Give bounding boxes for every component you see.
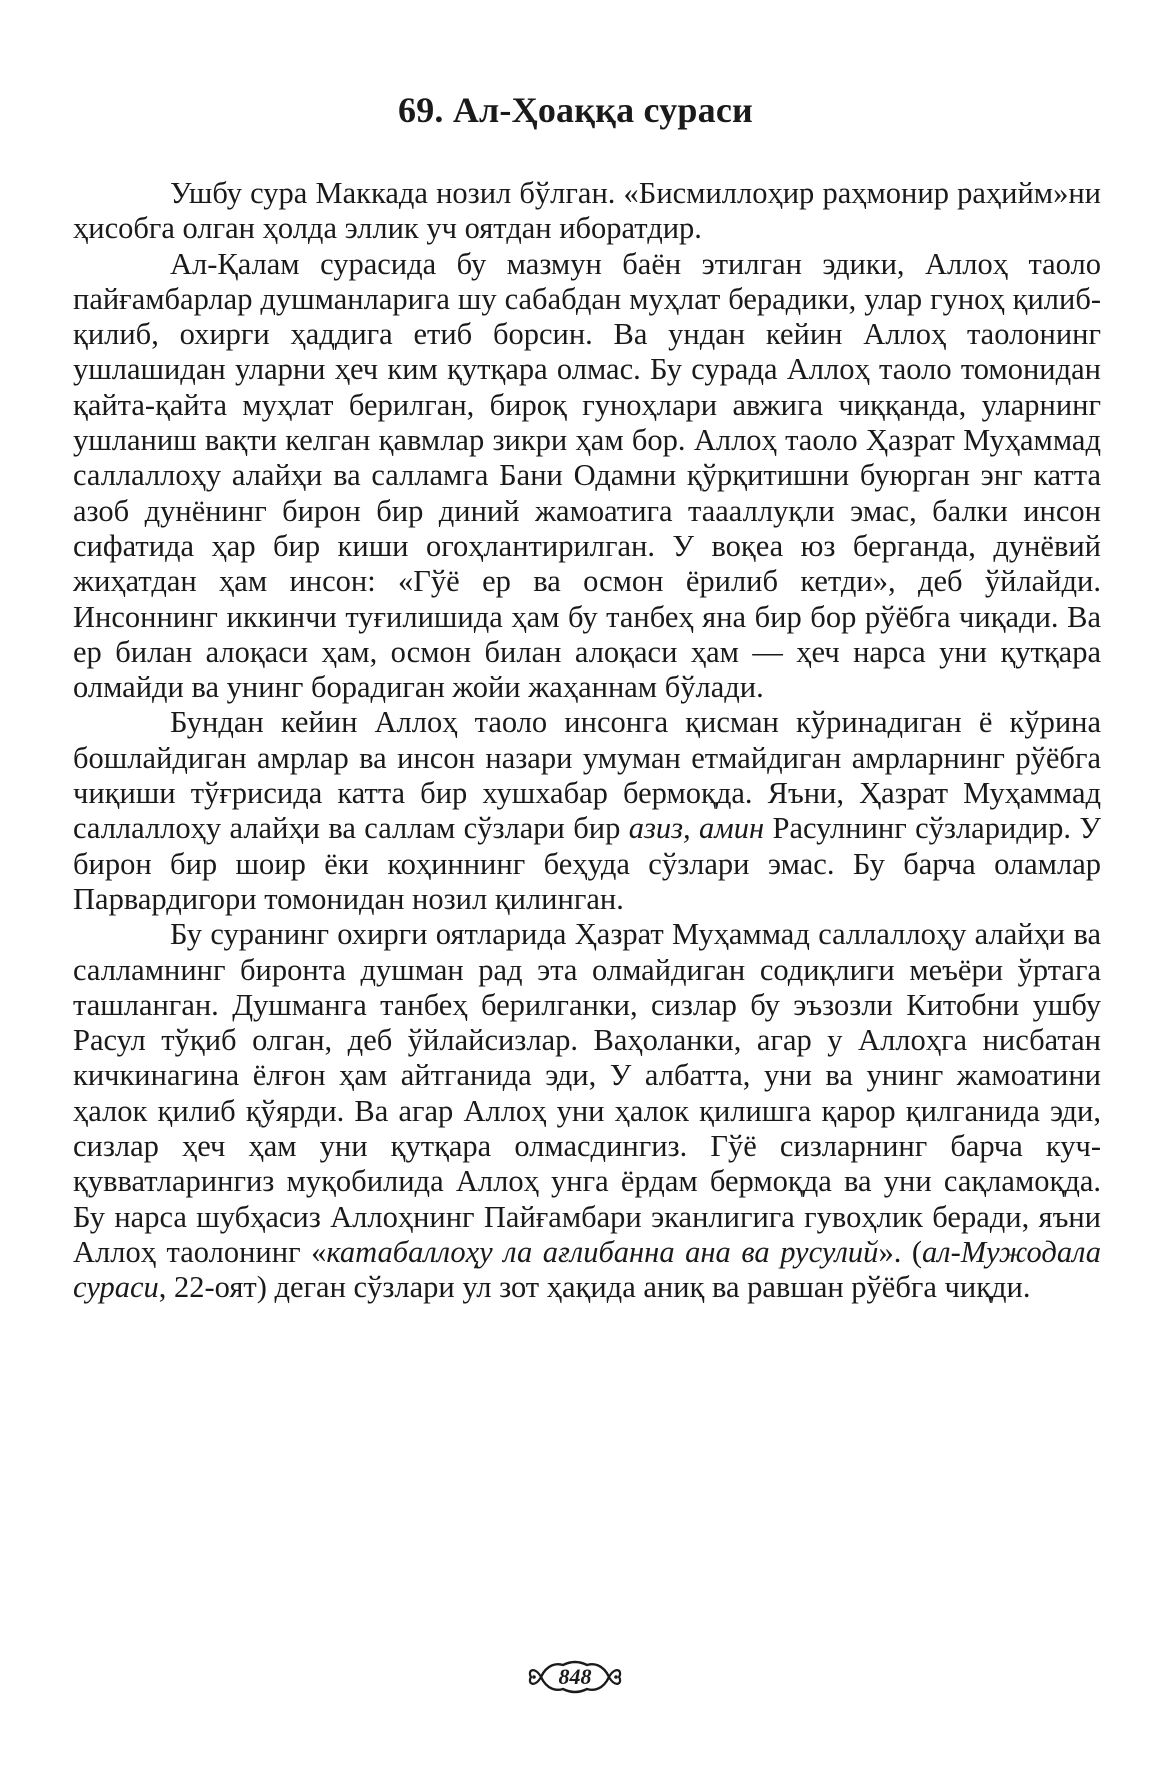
paragraph-4-italic-source: ал-Мужодала сураси	[73, 1234, 1101, 1305]
paragraph-3-text-b: Расулнинг сўзларидир. У бирон бир шоир ёки коҳиннинг беҳуда сўзлари эмас. Бу барча оламлар Парвардигори томонидан нозил қилинган.	[73, 811, 1101, 916]
paragraph-4-text-b: ». (	[878, 1234, 923, 1269]
paragraph-3-italic: азиз, амин	[628, 811, 765, 846]
body-text	[73, 176, 1101, 1306]
paragraph-4-text-c: , 22-оят) деган сўзлари ул зот ҳақида аниқ ва равшан рўёбга чиқди.	[158, 1270, 1031, 1305]
paragraph-2: Ал-Қалам сурасида бу мазмун баён этилган эдики, Аллоҳ таоло пайғамбарлар душманларига шу сабабдан муҳлат берадики, улар гуноҳ қилиб-қилиб, охирги ҳаддига етиб борсин. Ва ундан кейин Аллоҳ таолонинг ушлашидан уларни ҳеч ким қутқара олмас. Бу сурада Аллоҳ таоло томонидан қайта-қайта муҳлат берилган, бироқ гуноҳлари авжига чиққанда, уларнинг ушланиш вақти келган қавмлар зикри ҳам бор. Аллоҳ таоло Ҳазрат Муҳаммад саллаллоҳу алайҳи ва салламга Бани Одамни қўрқитишни буюрган энг катта азоб дунёнинг бирон бир диний жамоатига таааллуқли эмас, балки инсон сифатида ҳар бир киши огоҳлантирилган. У воқеа юз берганда, дунёвий жиҳатдан ҳам инсон: «Гўё ер ва осмон ёрилиб кетди», деб ўйлайди. Инсоннинг иккинчи туғилишида ҳам бу танбеҳ яна бир бор рўёбга чиқади. Ва ер билан алоқаси ҳам, осмон билан алоқаси ҳам — ҳеч нарса уни қутқара олмайди ва унинг борадиган жойи жаҳаннам бўлади.	[73, 246, 1101, 705]
paragraph-4-text-a: Бу суранинг охирги оятларида Ҳазрат Муҳаммад саллаллоҳу алайҳи ва салламнинг биронта душман рад эта олмайдиган содиқлиги меъёри ўртага ташланган. Душманга танбеҳ берилганки, сизлар бу эъзозли Китобни ушбу Расул тўқиб олган, деб ўйлайсизлар. Ваҳоланки, агар у Аллоҳга нисбатан кичкинагина ёлғон ҳам айтганида эди, У албатта, уни ва унинг жамоатини ҳалок қилиб қўярди. Ва агар Аллоҳ уни ҳалок қилишга қарор қилганида эди, сизлар ҳеч ҳам уни қутқара олмасдингиз. Гўё сизларнинг барча куч-қувватларингиз муқобилида Аллоҳ унга ёрдам бермоқда ва уни сақламоқда. Бу нарса шубҳасиз Аллоҳнинг Пайғамбари эканлигига гувоҳлик беради, яъни Аллоҳ таолонинг «	[73, 917, 1101, 1269]
paragraph-3	[73, 705, 1101, 917]
paragraph-3-text-a: Бундан кейин Аллоҳ таоло инсонга қисман кўринадиган ё кўрина бошлайдиган амрлар ва инсон назари умуман етмайдиган амрларнинг рўёбга чиқиши тўғрисида катта бир хушхабар бермоқда. Яъни, Ҳазрат Муҳаммад саллаллоҳу алайҳи ва саллам сўзлари бир	[73, 705, 1101, 846]
page-number: 848	[558, 1664, 592, 1689]
paragraph-1: Ушбу сура Маккада нозил бўлган. «Бисмиллоҳир раҳмонир раҳийм»ни ҳисобга олган ҳолда эллик уч оятдан иборатдир.	[73, 176, 1101, 246]
paragraph-4-italic-quote: катабаллоҳу ла ағлибанна ана ва русулий	[326, 1234, 879, 1269]
chapter-title: 69. Ал-Ҳоаққа сураси	[398, 90, 753, 130]
paragraph-4	[73, 917, 1101, 1305]
page-number-ornament	[527, 1660, 623, 1694]
